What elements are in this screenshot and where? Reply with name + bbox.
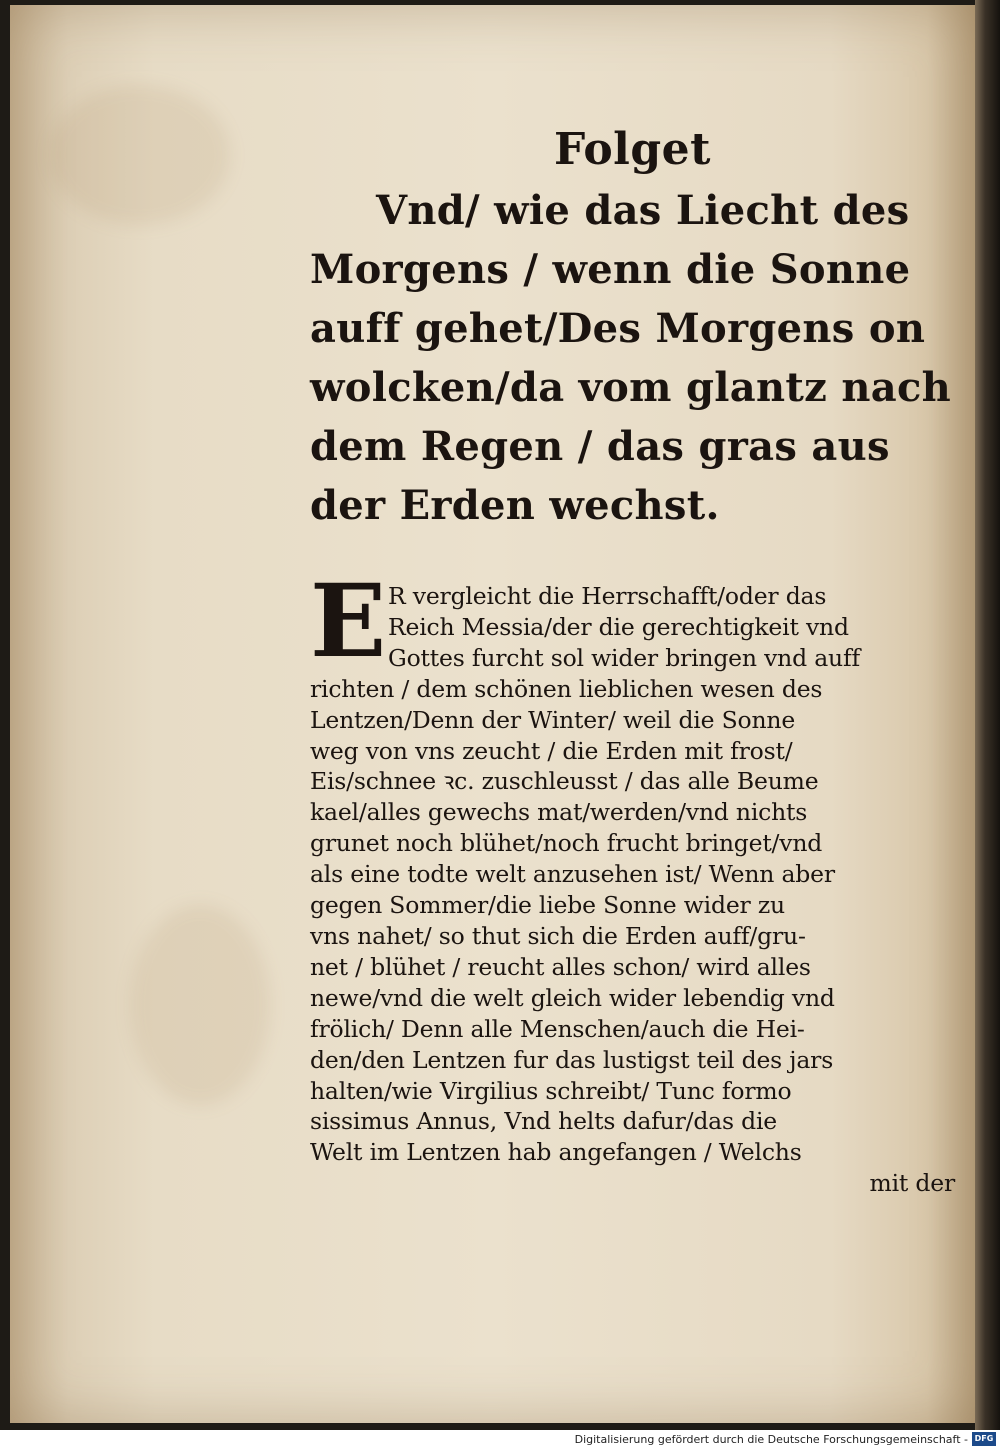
body-line: richten / dem schönen lieblichen wesen des — [310, 674, 823, 703]
page-text — [310, 125, 955, 1199]
body-line: Welt im Lentzen hab angefangen / Welchs — [310, 1138, 802, 1167]
body-line: frölich/ Denn alle Menschen/auch die Hei- — [310, 1014, 805, 1043]
verse-line: Morgens / wenn die Sonne — [310, 246, 911, 293]
body-line: grunet noch blühet/noch frucht bringet/vnd — [310, 829, 823, 858]
page-edge — [975, 0, 1000, 1430]
body-line: Reich Messia/der die gerechtigkeit vnd — [388, 612, 849, 641]
verse-line: der Erden wechst. — [310, 482, 720, 529]
body-line: vns nahet/ so thut sich die Erden auff/gru- — [310, 921, 806, 950]
body-line: net / blühet / reucht alles schon/ wird alles — [310, 952, 811, 981]
digitization-credit: Digitalisierung gefördert durch die Deutsche Forschungsgemeinschaft - — [0, 1430, 1000, 1449]
paper-stain — [50, 85, 230, 225]
body-line: gegen Sommer/die liebe Sonne wider zu — [310, 891, 785, 920]
body-line: als eine todte welt anzusehen ist/ Wenn aber — [310, 860, 835, 889]
body-line: Eis/schnee ꝛc. zuschleusst / das alle Beume — [310, 767, 819, 796]
body-line: Lentzen/Denn der Winter/ weil die Sonne — [310, 705, 796, 734]
book-page — [10, 5, 975, 1423]
body-line: Gottes furcht sol wider bringen vnd auff — [388, 643, 860, 672]
body-line: R vergleicht die Herrschafft/oder das — [388, 582, 827, 610]
catchword: mit der — [869, 1169, 955, 1198]
body-line: newe/vnd die welt gleich wider lebendig vnd — [310, 983, 835, 1012]
drop-cap: E — [310, 562, 387, 680]
paper-stain — [130, 905, 270, 1105]
body-line: halten/wie Virgilius schreibt/ Tunc formo — [310, 1076, 792, 1105]
verse-line: auff gehet/Des Morgens on — [310, 305, 926, 352]
verse-line: Vnd/ wie das Liecht des — [376, 187, 910, 234]
body-line: kael/alles gewechs mat/werden/vnd nichts — [310, 798, 808, 827]
verse-line: wolcken/da vom glantz nach — [310, 364, 952, 411]
body-line: weg von vns zeucht / die Erden mit frost/ — [310, 736, 793, 765]
dfg-logo[interactable]: DFG — [972, 1432, 996, 1446]
commentary-body — [310, 562, 955, 1199]
body-line: sissimus Annus, Vnd helts dafur/das die — [310, 1107, 777, 1136]
body-line: den/den Lentzen fur das lustigst teil des jars — [310, 1045, 834, 1074]
section-heading: Folget — [554, 124, 711, 175]
verse-line: dem Regen / das gras aus — [310, 423, 890, 470]
verse-heading — [310, 181, 955, 535]
